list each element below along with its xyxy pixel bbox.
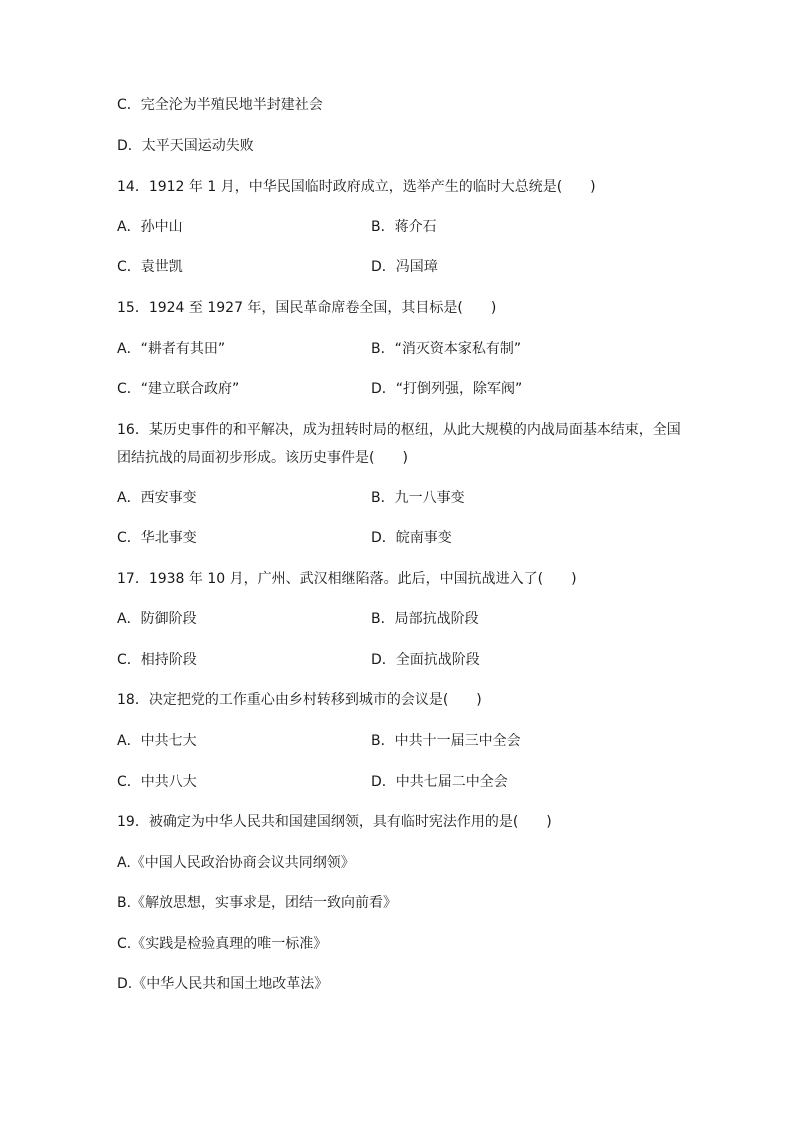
- q19-option-d: D.《中华人民共和国土地改革法》: [117, 976, 329, 992]
- option-d-prev: D．太平天国运动失败: [117, 138, 254, 154]
- q16-option-d: D．皖南事变: [371, 530, 452, 546]
- q19-option-c: C.《实践是检验真理的唯一标准》: [117, 936, 328, 952]
- q16-option-b: B．九一八事变: [371, 490, 465, 506]
- q18-option-b: B．中共十一届三中全会: [371, 733, 521, 749]
- question-19: 19．被确定为中华人民共和国建国纲领，具有临时宪法作用的是( ): [117, 814, 552, 830]
- q15-option-b: B．“消灭资本家私有制”: [371, 341, 522, 357]
- q17-option-a: A．防御阶段: [117, 611, 197, 627]
- q14-option-c: C．袁世凯: [117, 259, 183, 275]
- question-17: 17．1938 年 10 月，广州、武汉相继陷落。此后，中国抗战进入了( ): [117, 571, 577, 587]
- option-c-prev: C．完全沦为半殖民地半封建社会: [117, 97, 323, 113]
- q14-option-b: B．蒋介石: [371, 219, 437, 235]
- q18-option-a: A．中共七大: [117, 733, 197, 749]
- question-18: 18．决定把党的工作重心由乡村转移到城市的会议是( ): [117, 692, 482, 708]
- q14-option-a: A．孙中山: [117, 219, 183, 235]
- q17-option-c: C．相持阶段: [117, 652, 197, 668]
- q14-option-d: D．冯国璋: [371, 259, 438, 275]
- q19-option-a: A.《中国人民政治协商会议共同纲领》: [117, 855, 355, 871]
- q15-option-a: A．“耕者有其田”: [117, 341, 226, 357]
- q18-option-d: D．中共七届二中全会: [371, 774, 508, 790]
- q16-option-c: C．华北事变: [117, 530, 197, 546]
- q15-option-c: C．“建立联合政府”: [117, 381, 240, 397]
- question-16: 16．某历史事件的和平解决，成为扭转时局的枢纽，从此大规模的内战局面基本结束，全国团结抗战的局面初步形成。该历史事件是( ): [117, 422, 681, 466]
- q15-option-d: D．“打倒列强，除军阀”: [371, 381, 523, 397]
- question-15: 15．1924 至 1927 年，国民革命席卷全国，其目标是( ): [117, 300, 497, 316]
- q17-option-d: D．全面抗战阶段: [371, 652, 480, 668]
- q18-option-c: C．中共八大: [117, 774, 197, 790]
- q16-option-a: A．西安事变: [117, 490, 197, 506]
- q17-option-b: B．局部抗战阶段: [371, 611, 479, 627]
- q19-option-b: B.《解放思想，实事求是，团结一致向前看》: [117, 895, 398, 911]
- question-14: 14．1912 年 1 月，中华民国临时政府成立，选举产生的临时大总统是( ): [117, 179, 596, 195]
